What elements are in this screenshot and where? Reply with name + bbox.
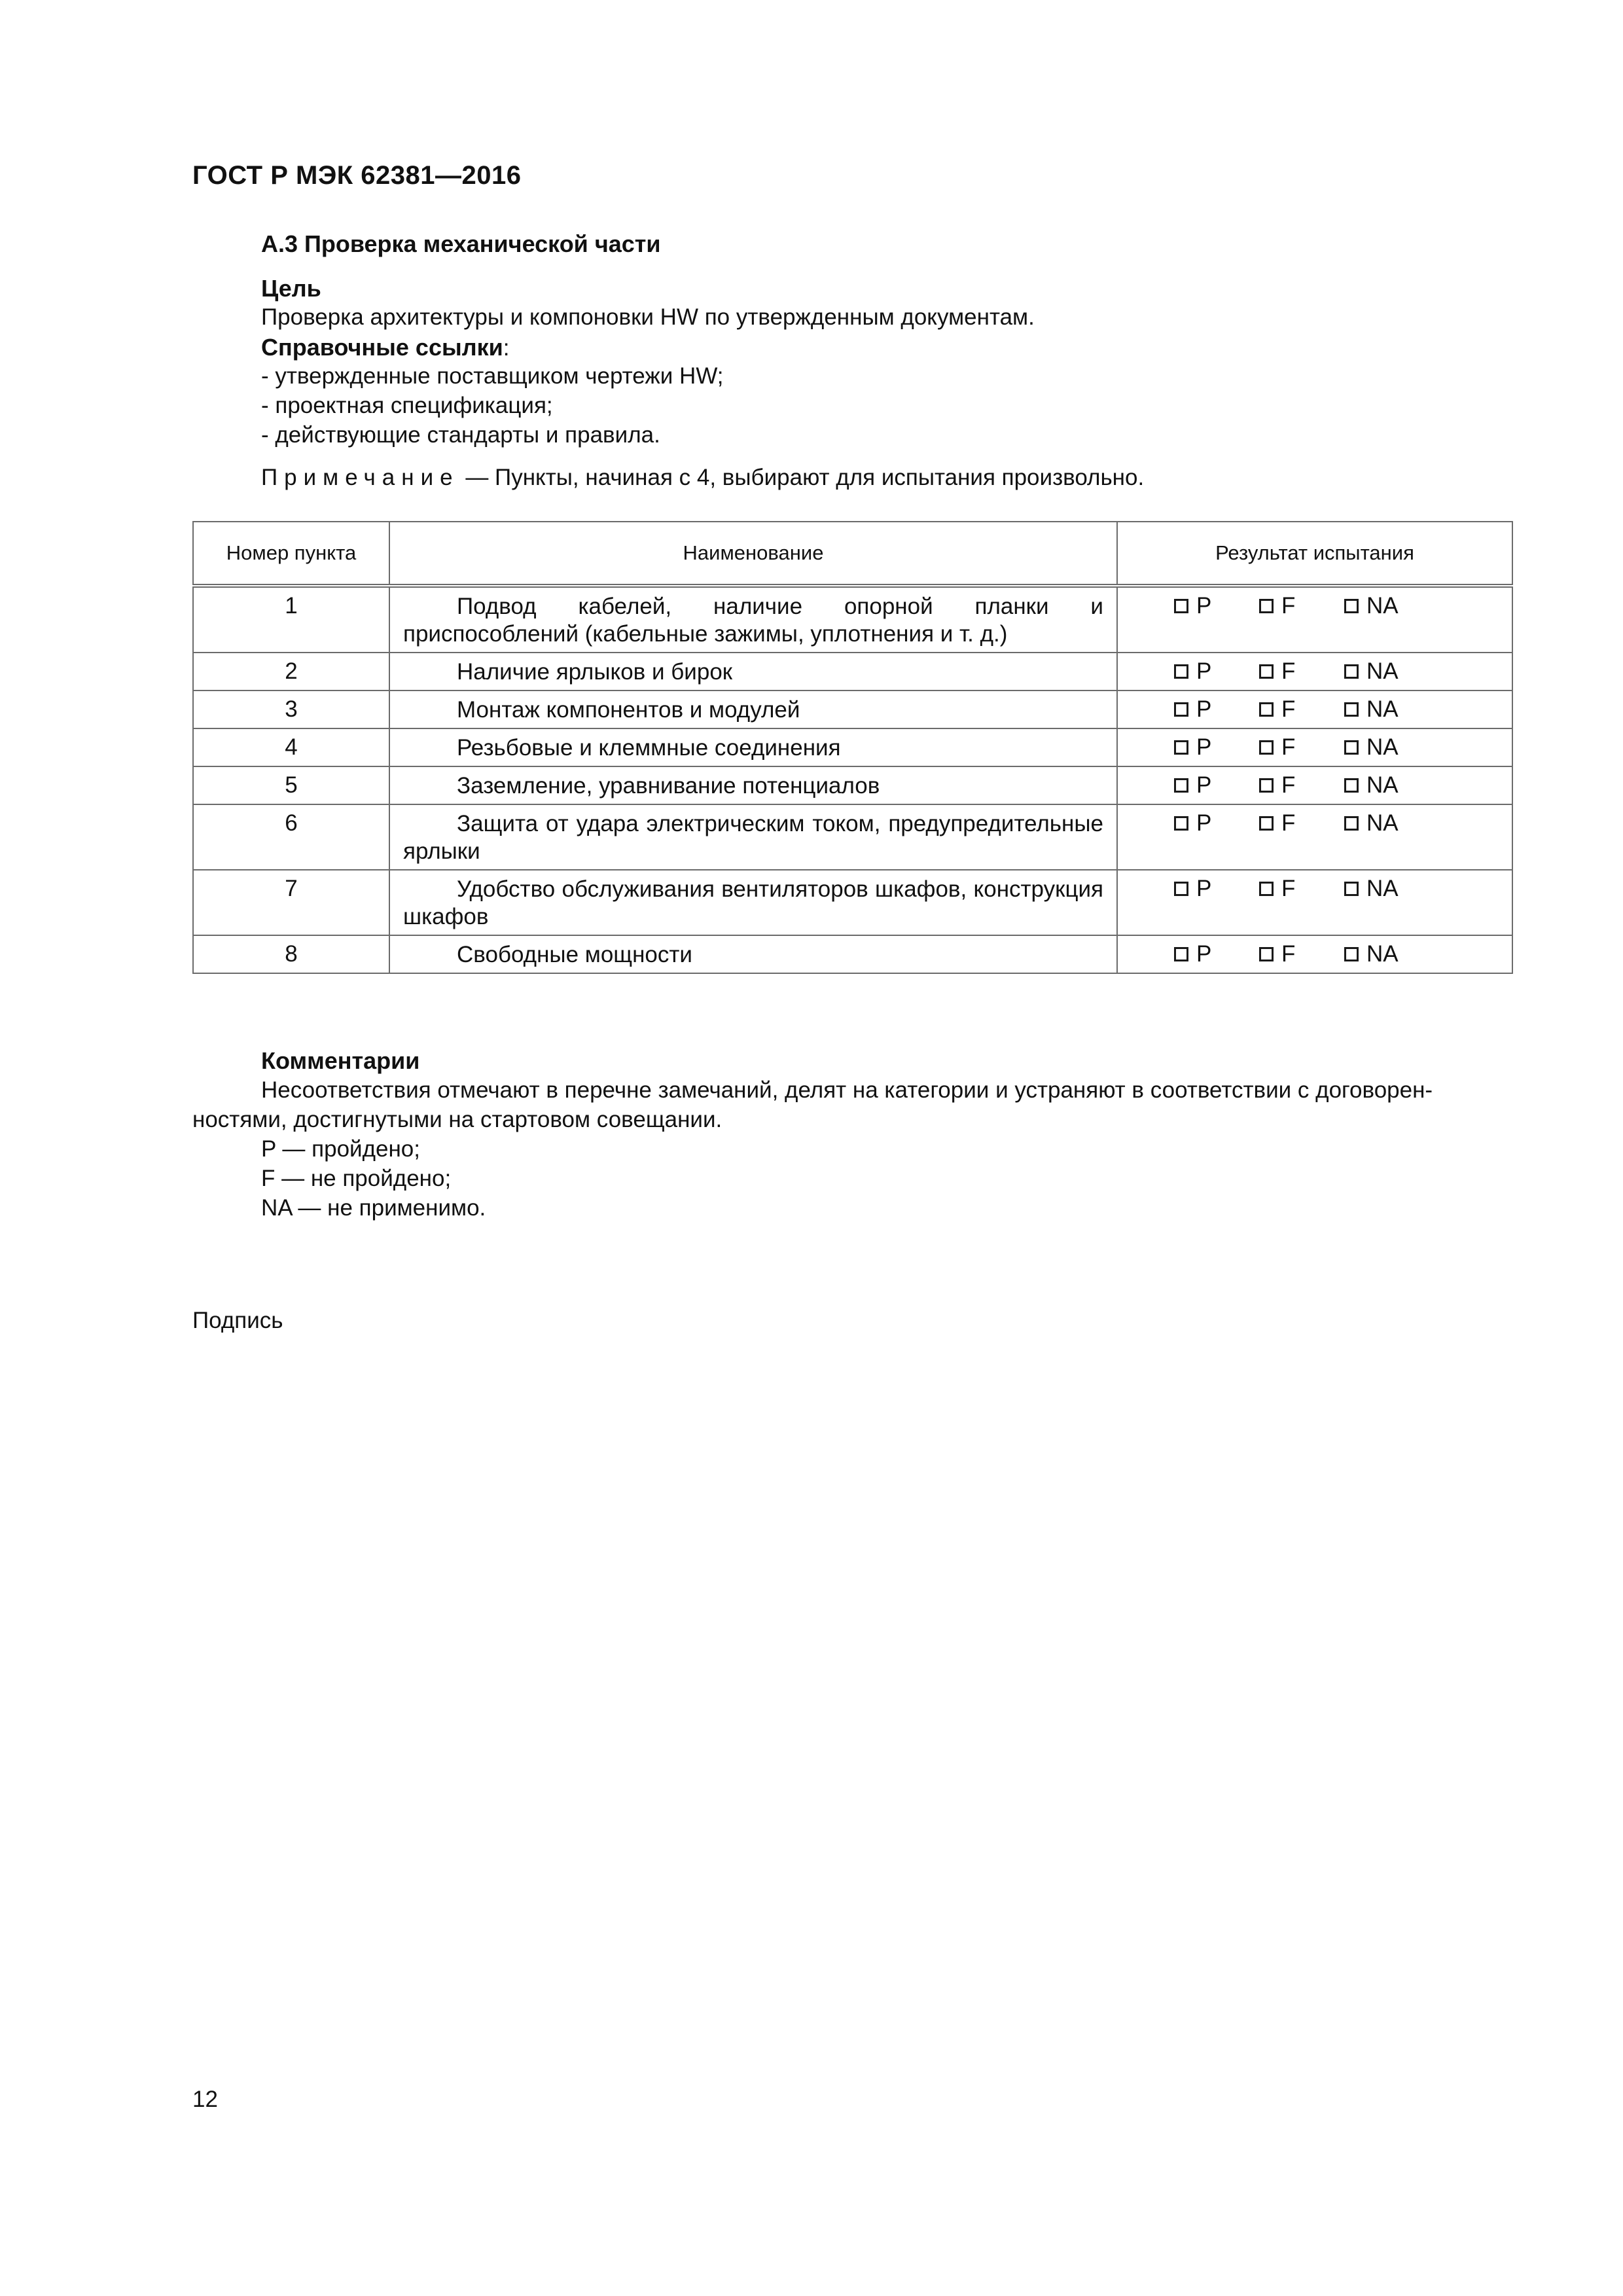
goal-text: Проверка архитектуры и компоновки HW по утвержденным документам. xyxy=(261,304,1035,330)
item-number: 6 xyxy=(193,804,389,870)
references-label: Справочные ссылки xyxy=(261,334,503,361)
note-label: Примечание xyxy=(261,465,459,490)
result-option-label: P xyxy=(1196,941,1212,967)
item-number: 3 xyxy=(193,691,389,728)
result-option-label: F xyxy=(1281,734,1296,760)
item-name: Заземление, уравнивание потенциалов xyxy=(457,773,880,798)
checkbox-icon[interactable] xyxy=(1174,740,1188,755)
checkbox-icon[interactable] xyxy=(1344,778,1359,793)
table-row xyxy=(193,586,1512,653)
result-option-label: F xyxy=(1281,593,1296,619)
references-heading xyxy=(261,334,509,361)
checkbox-icon[interactable] xyxy=(1259,882,1274,896)
header-name: Наименование xyxy=(389,522,1117,586)
result-cell xyxy=(1117,870,1512,935)
reference-item: - утвержденные поставщиком чертежи HW; xyxy=(261,363,724,389)
reference-item: - действующие стандарты и правила. xyxy=(261,422,660,448)
checkbox-icon[interactable] xyxy=(1174,947,1188,961)
checkbox-icon[interactable] xyxy=(1174,702,1188,717)
item-name-cell xyxy=(389,691,1117,728)
item-name-cell xyxy=(389,804,1117,870)
result-option-label: NA xyxy=(1366,593,1399,619)
signature-label: Подпись xyxy=(192,1308,283,1333)
section-title: А.3 Проверка механической части xyxy=(261,230,661,257)
result-option-na[interactable] xyxy=(1344,810,1399,836)
page-number: 12 xyxy=(192,2087,218,2112)
result-option-p[interactable] xyxy=(1174,876,1259,902)
table-row xyxy=(193,870,1512,935)
table-row xyxy=(193,691,1512,728)
header-result: Результат испытания xyxy=(1117,522,1512,586)
goal-label: Цель xyxy=(261,275,321,302)
result-option-p[interactable] xyxy=(1174,810,1259,836)
result-option-label: F xyxy=(1281,876,1296,901)
legend-item: F — не пройдено; xyxy=(261,1166,452,1191)
result-option-p[interactable] xyxy=(1174,772,1259,798)
item-name: Удобство обслуживания вентиляторов шкафов, конструкция шкафов xyxy=(403,876,1103,929)
checkbox-icon[interactable] xyxy=(1344,702,1359,717)
result-options xyxy=(1118,810,1512,836)
comments-title: Комментарии xyxy=(261,1047,420,1074)
item-name: Защита от удара электрическим током, предупредительные ярлыки xyxy=(403,811,1103,864)
item-number: 8 xyxy=(193,935,389,973)
result-option-label: P xyxy=(1196,658,1212,684)
checkbox-icon[interactable] xyxy=(1174,664,1188,679)
result-option-label: NA xyxy=(1366,810,1399,836)
checkbox-icon[interactable] xyxy=(1344,947,1359,961)
result-options xyxy=(1118,734,1512,761)
result-option-label: NA xyxy=(1366,734,1399,760)
result-options xyxy=(1118,593,1512,619)
item-number: 5 xyxy=(193,766,389,804)
result-options xyxy=(1118,772,1512,798)
result-option-na[interactable] xyxy=(1344,696,1399,723)
checkbox-icon[interactable] xyxy=(1174,778,1188,793)
item-name: Подвод кабелей, наличие опорной планки и приспособлений (кабельные зажимы, уплотнения и т. д.) xyxy=(403,594,1103,647)
result-option-na[interactable] xyxy=(1344,876,1399,902)
result-option-label: P xyxy=(1196,810,1212,836)
comments-text-line: Несоответствия отмечают в перечне замечаний, делят на категории и устраняют в соответствии с договорен- xyxy=(261,1077,1433,1103)
result-option-label: P xyxy=(1196,593,1212,619)
table-row xyxy=(193,728,1512,766)
checkbox-icon[interactable] xyxy=(1174,882,1188,896)
result-option-f[interactable] xyxy=(1259,876,1344,902)
table-header-row xyxy=(193,522,1512,586)
checkbox-icon[interactable] xyxy=(1259,599,1274,613)
item-name-cell xyxy=(389,728,1117,766)
result-cell xyxy=(1117,804,1512,870)
result-option-label: P xyxy=(1196,876,1212,901)
result-cell xyxy=(1117,586,1512,653)
result-option-label: F xyxy=(1281,810,1296,836)
result-option-label: NA xyxy=(1366,696,1399,722)
result-option-label: F xyxy=(1281,772,1296,798)
checkbox-icon[interactable] xyxy=(1259,740,1274,755)
result-cell xyxy=(1117,766,1512,804)
result-option-label: NA xyxy=(1366,772,1399,798)
item-name-cell xyxy=(389,653,1117,691)
result-option-na[interactable] xyxy=(1344,593,1399,619)
result-cell xyxy=(1117,653,1512,691)
checkbox-icon[interactable] xyxy=(1344,882,1359,896)
result-option-f[interactable] xyxy=(1259,658,1344,685)
result-option-f[interactable] xyxy=(1259,696,1344,723)
checkbox-icon[interactable] xyxy=(1174,816,1188,831)
result-option-p[interactable] xyxy=(1174,734,1259,761)
checkbox-icon[interactable] xyxy=(1344,599,1359,613)
item-name-cell xyxy=(389,766,1117,804)
item-name: Свободные мощности xyxy=(457,942,692,967)
table-row xyxy=(193,935,1512,973)
result-option-na[interactable] xyxy=(1344,772,1399,798)
result-options xyxy=(1118,876,1512,902)
note xyxy=(261,465,1144,491)
checkbox-icon[interactable] xyxy=(1259,778,1274,793)
legend-item: NA — не применимо. xyxy=(261,1195,486,1221)
checkbox-icon[interactable] xyxy=(1259,702,1274,717)
result-option-f[interactable] xyxy=(1259,772,1344,798)
result-option-f[interactable] xyxy=(1259,810,1344,836)
result-option-f[interactable] xyxy=(1259,941,1344,967)
checkbox-icon[interactable] xyxy=(1259,664,1274,679)
item-name: Монтаж компонентов и модулей xyxy=(457,697,800,723)
result-option-f[interactable] xyxy=(1259,593,1344,619)
legend-item: P — пройдено; xyxy=(261,1136,421,1162)
checkbox-icon[interactable] xyxy=(1344,664,1359,679)
checkbox-icon[interactable] xyxy=(1174,599,1188,613)
result-cell xyxy=(1117,935,1512,973)
header-item-number: Номер пункта xyxy=(193,522,389,586)
note-text: — Пункты, начиная с 4, выбирают для испытания произвольно. xyxy=(459,465,1145,490)
table-row xyxy=(193,653,1512,691)
item-name: Резьбовые и клеммные соединения xyxy=(457,735,841,761)
item-name: Наличие ярлыков и бирок xyxy=(457,659,733,685)
result-option-na[interactable] xyxy=(1344,941,1399,967)
checkbox-icon[interactable] xyxy=(1259,816,1274,831)
result-options xyxy=(1118,696,1512,723)
result-option-label: P xyxy=(1196,696,1212,722)
result-option-p[interactable] xyxy=(1174,658,1259,685)
reference-item: - проектная спецификация; xyxy=(261,393,553,418)
result-options xyxy=(1118,658,1512,685)
result-option-p[interactable] xyxy=(1174,696,1259,723)
result-options xyxy=(1118,941,1512,967)
item-name-cell xyxy=(389,935,1117,973)
item-number: 4 xyxy=(193,728,389,766)
table-row xyxy=(193,804,1512,870)
item-name-cell xyxy=(389,586,1117,653)
result-option-p[interactable] xyxy=(1174,593,1259,619)
result-option-label: F xyxy=(1281,658,1296,684)
result-option-p[interactable] xyxy=(1174,941,1259,967)
result-option-label: P xyxy=(1196,772,1212,798)
result-option-label: NA xyxy=(1366,941,1399,967)
result-option-na[interactable] xyxy=(1344,658,1399,685)
references-colon: : xyxy=(503,335,510,361)
item-number: 2 xyxy=(193,653,389,691)
result-cell xyxy=(1117,728,1512,766)
table-row xyxy=(193,766,1512,804)
item-number: 1 xyxy=(193,586,389,653)
item-name-cell xyxy=(389,870,1117,935)
checklist-table xyxy=(192,521,1513,974)
result-option-label: F xyxy=(1281,696,1296,722)
document-code: ГОСТ Р МЭК 62381—2016 xyxy=(192,161,522,190)
checkbox-icon[interactable] xyxy=(1344,740,1359,755)
result-option-na[interactable] xyxy=(1344,734,1399,761)
result-option-label: NA xyxy=(1366,876,1399,901)
result-option-f[interactable] xyxy=(1259,734,1344,761)
item-number: 7 xyxy=(193,870,389,935)
comments-text-line: ностями, достигнутыми на стартовом совещании. xyxy=(192,1107,722,1132)
checkbox-icon[interactable] xyxy=(1259,947,1274,961)
result-option-label: F xyxy=(1281,941,1296,967)
result-option-label: P xyxy=(1196,734,1212,760)
result-option-label: NA xyxy=(1366,658,1399,684)
checkbox-icon[interactable] xyxy=(1344,816,1359,831)
result-cell xyxy=(1117,691,1512,728)
